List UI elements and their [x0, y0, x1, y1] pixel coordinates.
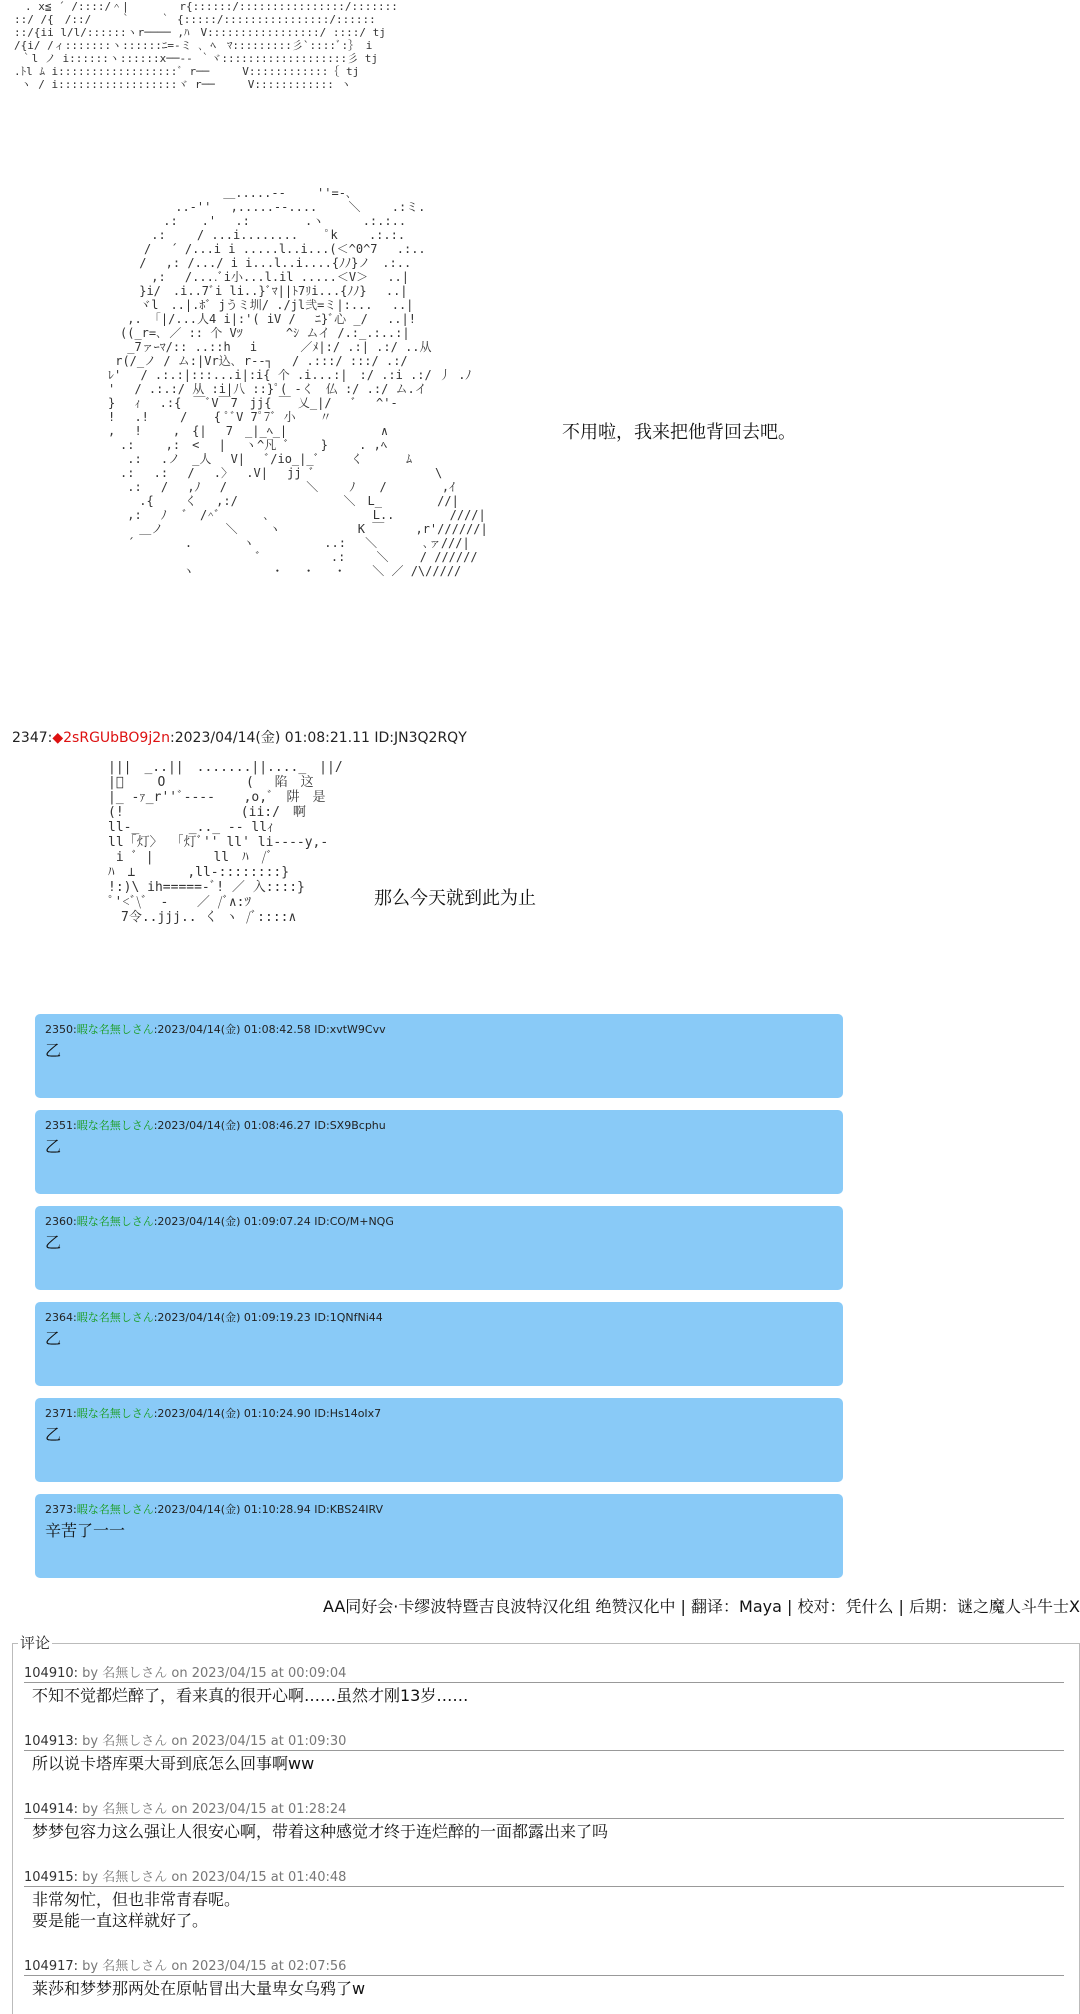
post-datetime-id: :2023/04/14(金) 01:08:21.11 ID:JN3Q2RQY: [170, 730, 467, 746]
comment-timestamp: 2023/04/15 at 01:28:24: [191, 1802, 347, 1817]
aa-art-small-figure: ||| _..|| .......||...._ ||/ |ﾞ O ( 陷 这 |_ -ｧ_r''ﾞ---- ,o,ﾞ 阱 是 (! (ii:/ 啊 ll-_ _.._ -- llｨ ll「灯〉 「灯ﾞ'' ll' li----y,- i ﾞ | ll ﾊ /ﾞ ﾊ ⊥ ,ll-::::::::} !:)\ ih=====-ﾞ! ／ 入::::} ﾟ'<ﾞ\ﾞ - ／ /ﾞ∧:ﾂ 7令..jjj.. く ヽ /ﾞ::::∧: [108, 760, 343, 925]
comment-author: 名無しさん: [102, 1959, 168, 1974]
response-box: [35, 1494, 843, 1578]
aa-art-main-figure: ＿.....-- ''=-､ ..-'' ,.....--.... ＼ .:ミ. .: .' .: .ヽ .:.:.. .: / ...i........ ﾟk .:.:. / ´ /...i i .....l..i...(＜^0^7 .:.. / ,: /.../ i i...l..i....{ﾉﾉ}ノ .:.. ,: /....ﾞi小...l.il .....＜V＞ ..| }i/ .i..7ﾞi li..}ﾞﾏ||ﾄ7ﾘi...{ﾉﾉ} ..| ヾl ..|.ﾎﾞ jうミ圳/ ./jl弐=ミ|:... ..| ,. 「|/...人4 i|:'( iV / ﾆ}ﾞ心 _/ ..|! ((_r=､ ／ :: 个 Vﾂ ^ｼ ムイ /.:_.:..:| _7ァｰﾏ/:: ..::h i ／ﾒ|:/ .:| .:/ ..从 r(/_ノ / ム:|Vr込､ r--┐ / .:::/ :::/ .:/ ﾚ' / .:.:|:::...i|:i{ 个 .i...:| :/ .:i .:/ 丿 .ﾉ ' / .:.:/ 从 :i|八 ::}ﾟ( -く 仏 :/ .:/ ム.イ } ｨ .:{ ￣ﾞV￣7 jj{ ￣ 乂_|/ ﾞ ^'- ! .! / { ﾟﾞV 7ﾟ7ﾞ 小 〃 , ! , {| 7 _|_ﾍ_| ∧ .: ,: < | ヽ^凡 ﾞ } . ,ﾍ .: .ノ _人 V| ﾞ/io_|_ﾞ く ﾑ .: .: / .〉 .V| jj ﾞ \ .: / ,ﾉ / ＼ ﾉ / ,ｲ .{ く ,:/ ＼ L_ //| ,: ﾉ ﾞ /^ﾞ ､ L.. ////| ＿ノ ＼ ヽ K ￣ ,r'//////| ´ . ヽ ..: ＼ ､ァ///| ﾞ .: ＼ / ////// ヽ ・ ・ ・ ＼ ／ /\/////: [108, 186, 488, 578]
response-body: 辛苦了一一: [45, 1521, 126, 1540]
response-box: [35, 1302, 843, 1386]
response-author: 暇な名無しさん: [76, 1407, 154, 1420]
response-author: 暇な名無しさん: [76, 1215, 154, 1228]
comment-header: 104913: by 名無しさん on 2023/04/15 at 01:09:30: [24, 1730, 1064, 1751]
response-body: 乙: [45, 1233, 62, 1252]
comment-text: 不知不觉都烂醉了，看来真的很开心啊……虽然才刚13岁……: [32, 1686, 469, 1705]
response-box: [35, 1206, 843, 1290]
comment-author: 名無しさん: [102, 1870, 168, 1885]
response-meta: 2360:暇な名無しさん:2023/04/14(金) 01:09:07.24 ID:CO/M+NQG: [45, 1215, 394, 1228]
comment-item: [24, 1955, 1064, 1999]
comment-author: 名無しさん: [102, 1802, 168, 1817]
response-box: [35, 1398, 843, 1482]
response-meta: 2371:暇な名無しさん:2023/04/14(金) 01:10:24.90 ID:Hs14oIx7: [45, 1407, 382, 1420]
comment-item: [24, 1798, 1064, 1842]
speech-line-2: 那么今天就到此为止: [374, 888, 536, 909]
comment-timestamp: 2023/04/15 at 02:07:56: [191, 1959, 347, 1974]
comment-header: 104914: by 名無しさん on 2023/04/15 at 01:28:24: [24, 1798, 1064, 1819]
response-author: 暇な名無しさん: [76, 1503, 154, 1516]
post-number: 2347:: [12, 730, 53, 746]
comment-text: 所以说卡塔库栗大哥到底怎么回事啊ww: [32, 1754, 315, 1773]
response-body: 乙: [45, 1041, 62, 1060]
comment-header: 104915: by 名無しさん on 2023/04/15 at 01:40:48: [24, 1866, 1064, 1887]
comment-timestamp: 2023/04/15 at 01:40:48: [191, 1870, 347, 1885]
comment-text: 莱莎和梦梦那两处在原帖冒出大量卑女乌鸦了w: [32, 1979, 366, 1998]
post-tripcode[interactable]: 2sRGUbBO9j2n: [63, 730, 171, 746]
response-box: [35, 1014, 843, 1098]
comment-header: 104917: by 名無しさん on 2023/04/15 at 02:07:56: [24, 1955, 1064, 1976]
comment-item: [24, 1730, 1064, 1774]
response-author: 暇な名無しさん: [76, 1311, 154, 1324]
post-trip-diamond: ◆: [52, 730, 64, 746]
post-header: [12, 727, 467, 747]
credits-line: AA同好会·卡缪波特暨吉良波特汉化组 绝赞汉化中 | 翻译：Maya | 校对：凭什么 | 后期：谜之魔人斗牛士X: [322, 1597, 1080, 1616]
response-meta: 2373:暇な名無しさん:2023/04/14(金) 01:10:28.94 ID:KBS24IRV: [45, 1503, 384, 1516]
comments-title: 评论: [20, 1634, 51, 1652]
response-meta: 2351:暇な名無しさん:2023/04/14(金) 01:08:46.27 ID:SX9Bcphu: [45, 1119, 386, 1132]
response-body: 乙: [45, 1329, 62, 1348]
response-box: [35, 1110, 843, 1194]
comment-text: 非常匆忙，但也非常青春呢。 要是能一直这样就好了。: [32, 1890, 241, 1930]
aa-art-top-fragment: . x≦ ´ /::::/＾| r{::::::/::::::::::::::::/::::::: ::/ /{ /::/ ｀ ｀ {:::::/::::::::::::::::/:::::: ::/{ii l/l/::::::ヽr──── ,ﾊ V:::::::::::::::::/ ::::/ tj /{i/ /ィ:::::::ヽ::::::ﾆ=-ミ ､ ﾍ ﾏ:::::::::彡`::::ﾞ:｝ i ｀l ノ i::::::ヽ::::::x──-- ｀ヾ:::::::::::::::::::彡 tj .ﾄl ﾑ i::::::::::::::::::ﾞ r── V::::::::::::｛ tj ヽ / i::::::::::::::::::ヾ r── V:::::::::::: ヽ: [14, 0, 398, 91]
comment-header: 104910: by 名無しさん on 2023/04/15 at 00:09:04: [24, 1662, 1064, 1683]
comment-item: [24, 1866, 1064, 1931]
comment-author: 名無しさん: [102, 1734, 168, 1749]
comment-author: 名無しさん: [102, 1666, 168, 1681]
comment-timestamp: 2023/04/15 at 01:09:30: [191, 1734, 347, 1749]
comment-timestamp: 2023/04/15 at 00:09:04: [191, 1666, 347, 1681]
response-meta: 2350:暇な名無しさん:2023/04/14(金) 01:08:42.58 ID:xvtW9Cvv: [45, 1023, 386, 1036]
response-author: 暇な名無しさん: [76, 1023, 154, 1036]
comment-text: 梦梦包容力这么强让人很安心啊，带着这种感觉才终于连烂醉的一面都露出来了吗: [32, 1822, 609, 1841]
comment-item: [24, 1662, 1064, 1706]
response-body: 乙: [45, 1137, 62, 1156]
response-body: 乙: [45, 1425, 62, 1444]
speech-line-1: 不用啦，我来把他背回去吧。: [562, 422, 796, 443]
response-meta: 2364:暇な名無しさん:2023/04/14(金) 01:09:19.23 ID:1QNfNi44: [45, 1311, 383, 1324]
response-author: 暇な名無しさん: [76, 1119, 154, 1132]
